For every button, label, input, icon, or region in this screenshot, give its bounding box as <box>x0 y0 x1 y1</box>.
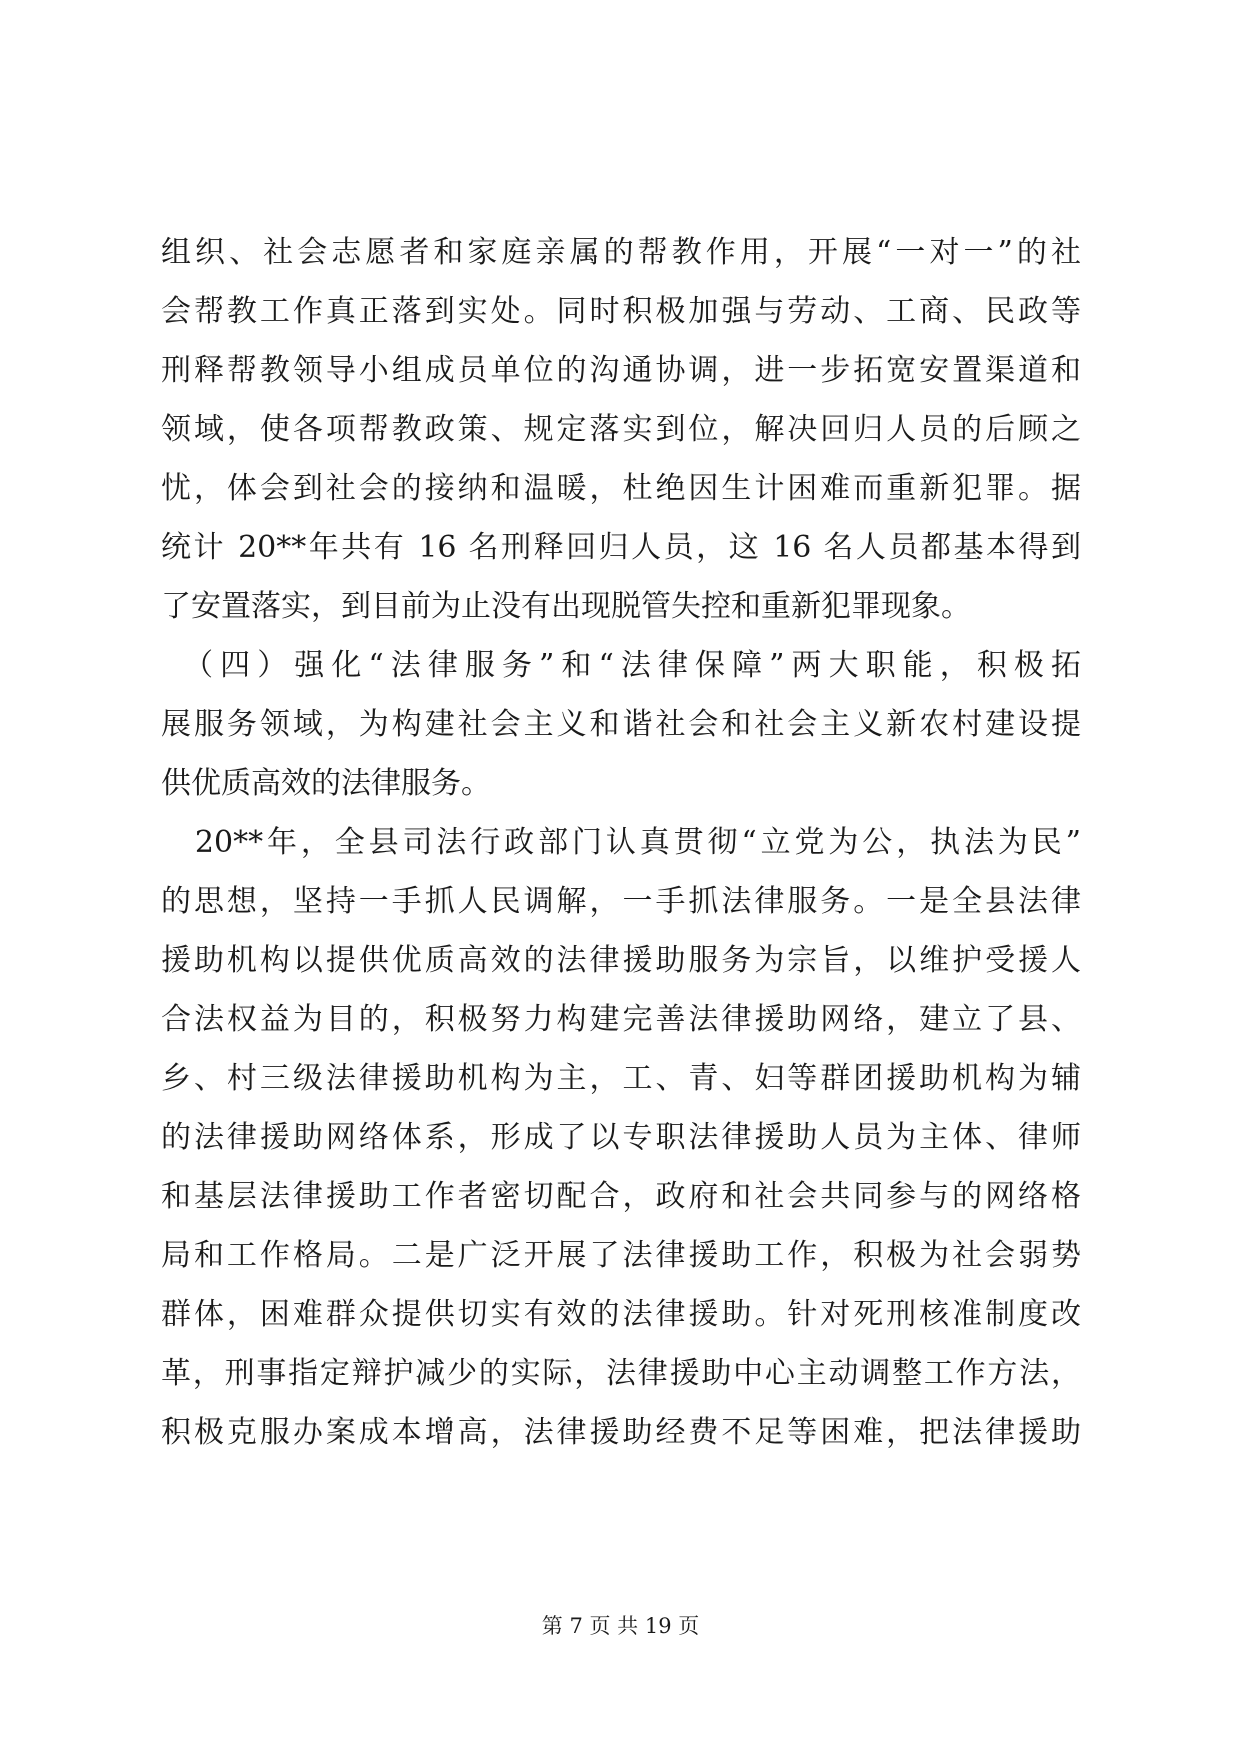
text-line: 和基层法律援助工作者密切配合，政府和社会共同参与的网络格 <box>161 1179 1081 1214</box>
text-line: 了安置落实，到目前为止没有出现脱管失控和重新犯罪现象。 <box>161 589 971 624</box>
text-line: 刑释帮教领导小组成员单位的沟通协调，进一步拓宽安置渠道和 <box>161 353 1081 388</box>
text-line: 会帮教工作真正落到实处。同时积极加强与劳动、工商、民政等 <box>161 294 1081 329</box>
text-line: 合法权益为目的，积极努力构建完善法律援助网络，建立了县、 <box>161 1002 1081 1037</box>
text-line: 展服务领域，为构建社会主义和谐社会和社会主义新农村建设提 <box>161 707 1081 742</box>
text-line: （四）强化“法律服务”和“法律保障”两大职能，积极拓 <box>161 648 1081 683</box>
text-line: 忧，体会到社会的接纳和温暖，杜绝因生计困难而重新犯罪。据 <box>161 471 1081 506</box>
text-line: 组织、社会志愿者和家庭亲属的帮教作用，开展“一对一”的社 <box>161 235 1081 270</box>
text-line: 乡、村三级法律援助机构为主，工、青、妇等群团援助机构为辅 <box>161 1061 1081 1096</box>
text-line: 供优质高效的法律服务。 <box>161 766 491 801</box>
text-line: 20**年，全县司法行政部门认真贯彻“立党为公，执法为民” <box>161 825 1081 860</box>
text-line: 局和工作格局。二是广泛开展了法律援助工作，积极为社会弱势 <box>161 1238 1081 1273</box>
text-line: 统计 20**年共有 16 名刑释回归人员，这 16 名人员都基本得到 <box>161 530 1081 565</box>
text-line: 援助机构以提供优质高效的法律援助服务为宗旨，以维护受援人 <box>161 943 1081 978</box>
text-line: 的法律援助网络体系，形成了以专职法律援助人员为主体、律师 <box>161 1120 1081 1155</box>
text-line: 群体，困难群众提供切实有效的法律援助。针对死刑核准制度改 <box>161 1297 1081 1332</box>
page-footer: 第 7 页 共 19 页 <box>541 1614 700 1638</box>
text-line: 革，刑事指定辩护减少的实际，法律援助中心主动调整工作方法， <box>161 1356 1081 1391</box>
text-line: 的思想，坚持一手抓人民调解，一手抓法律服务。一是全县法律 <box>161 884 1081 919</box>
text-line: 积极克服办案成本增高，法律援助经费不足等困难，把法律援助 <box>161 1415 1081 1450</box>
body-text <box>161 223 1081 1462</box>
text-line: 领域，使各项帮教政策、规定落实到位，解决回归人员的后顾之 <box>161 412 1081 447</box>
